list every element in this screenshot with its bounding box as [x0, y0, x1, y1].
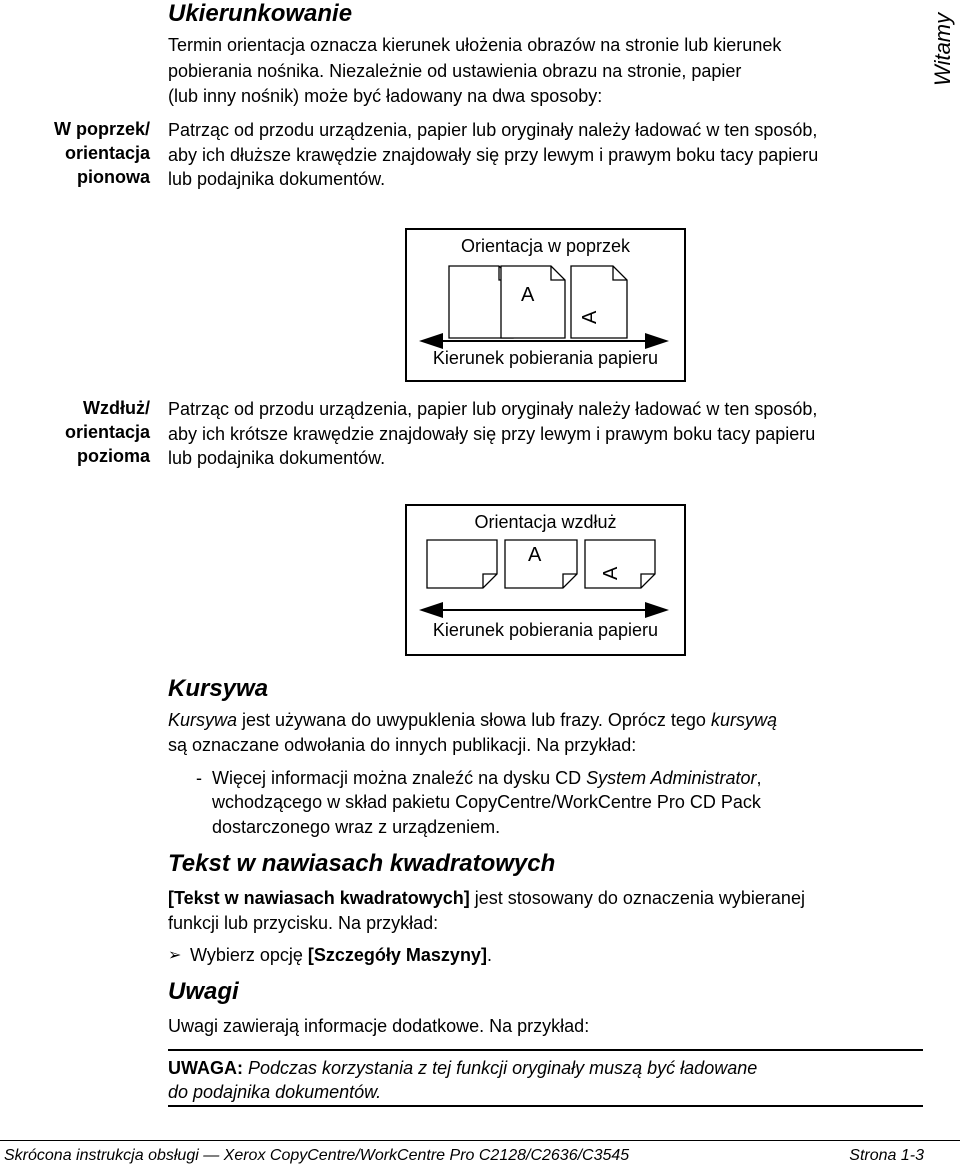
portrait-figure	[405, 228, 686, 382]
paper-sheet-icon	[585, 540, 655, 588]
italic-heading: Kursywa	[168, 675, 269, 702]
example-line-2: wchodzącego w skład pakietu CopyCentre/WorkCentre Pro CD Pack	[212, 792, 761, 812]
footer-page-number: Strona 1-3	[849, 1147, 924, 1164]
italic-term: Kursywa	[168, 710, 238, 730]
portrait-figure-title: Orientacja w poprzek	[460, 236, 631, 256]
notes-heading: Uwagi	[168, 978, 239, 1005]
arrow-right-icon	[645, 333, 669, 349]
example-dash: -	[196, 768, 202, 788]
arrow-right-icon	[645, 602, 669, 618]
footer-divider	[0, 1140, 960, 1141]
notes-text-line-1: Uwagi zawierają informacje dodatkowe. Na przykład:	[168, 1016, 590, 1036]
paper-sheet-icon	[427, 540, 497, 588]
bullet-button-name: [Szczegóły Maszyny]	[307, 945, 487, 965]
landscape-sheet-letter: A	[528, 544, 542, 566]
landscape-text-line-1: Patrząc od przodu urządzenia, papier lub oryginały należy ładować w ten sposób,	[168, 399, 818, 419]
note-line-1-text: Podczas korzystania z tej funkcji oryginały muszą być ładowane	[243, 1058, 758, 1078]
landscape-rotated-letter: A	[600, 566, 622, 580]
publication-title: System Administrator	[586, 768, 757, 788]
landscape-figure	[405, 504, 686, 656]
landscape-label-line-1: Wzdłuż/	[83, 398, 150, 418]
portrait-text-line-1: Patrząc od przodu urządzenia, papier lub oryginały należy ładować w ten sposób,	[168, 120, 818, 140]
example-line-1-post: ,	[756, 768, 762, 788]
note-top-divider	[168, 1049, 923, 1051]
note-label: UWAGA:	[168, 1058, 243, 1078]
example-line-1	[212, 766, 762, 790]
portrait-label	[10, 117, 150, 189]
brackets-text-rest: jest stosowany do oznaczenia wybieranej	[469, 888, 805, 908]
arrow-left-icon	[419, 602, 443, 618]
brackets-text-line-2: funkcji lub przycisku. Na przykład:	[168, 913, 439, 933]
example-line-1-pre: Więcej informacji można znaleźć na dysku CD	[212, 768, 587, 788]
portrait-text-line-2: aby ich dłuższe krawędzie znajdowały się przy lewym i prawym boku tacy papieru	[168, 145, 819, 165]
brackets-term: [Tekst w nawiasach kwadratowych]	[168, 888, 470, 908]
note-line-2-text: do podajnika dokumentów.	[168, 1082, 382, 1102]
bullet-post: .	[486, 945, 492, 965]
brackets-heading: Tekst w nawiasach kwadratowych	[168, 850, 556, 877]
paper-sheet-icon	[571, 266, 627, 338]
portrait-label-line-2: orientacja	[64, 143, 150, 163]
bullet-pre: Wybierz opcję	[190, 945, 308, 965]
orientation-intro-line-3: (lub inny nośnik) może być ładowany na dwa sposoby:	[168, 86, 603, 106]
note-line-2	[168, 1080, 381, 1104]
landscape-label-line-2: orientacja	[64, 422, 150, 442]
landscape-text-line-3: lub podajnika dokumentów.	[168, 448, 386, 468]
italic-text-mid: jest używana do uwypuklenia słowa lub frazy. Oprócz tego	[237, 710, 711, 730]
portrait-figure-caption: Kierunek pobierania papieru	[432, 348, 659, 368]
italic-text-line-2: są oznaczane odwołania do innych publikacji. Na przykład:	[168, 735, 637, 755]
orientation-intro-line-1: Termin orientacja oznacza kierunek ułożenia obrazów na stronie lub kierunek	[168, 35, 782, 55]
bullet-arrow-icon: ➢	[168, 947, 182, 964]
arrow-left-icon	[419, 333, 443, 349]
landscape-label-line-3: pozioma	[76, 446, 150, 466]
landscape-text-line-2: aby ich krótsze krawędzie znajdowały się przy lewym i prawym boku tacy papieru	[168, 424, 816, 444]
portrait-text-line-3: lub podajnika dokumentów.	[168, 169, 386, 189]
landscape-figure-title: Orientacja wzdłuż	[474, 512, 617, 532]
italic-term-2: kursywą	[710, 710, 777, 730]
orientation-heading: Ukierunkowanie	[168, 0, 353, 27]
footer-title: Skrócona instrukcja obsługi — Xerox CopyCentre/WorkCentre Pro C2128/C2636/C3545	[4, 1147, 630, 1164]
note-bottom-divider	[168, 1105, 923, 1107]
portrait-rotated-letter: A	[579, 310, 601, 324]
side-tab-label: Witamy	[930, 12, 955, 86]
portrait-sheet-letter: A	[521, 284, 535, 306]
example-line-3: dostarczonego wraz z urządzeniem.	[212, 817, 501, 837]
note-line-1	[168, 1056, 757, 1080]
landscape-figure-caption: Kierunek pobierania papieru	[432, 620, 659, 640]
italic-text-line-1	[168, 708, 777, 732]
landscape-label	[10, 396, 150, 468]
orientation-intro-line-2: pobierania nośnika. Niezależnie od ustawienia obrazu na stronie, papier	[168, 61, 742, 81]
brackets-text-line-1	[168, 886, 805, 910]
portrait-label-line-1: W poprzek/	[53, 119, 150, 139]
brackets-bullet	[190, 943, 492, 967]
portrait-label-line-3: pionowa	[77, 167, 150, 187]
